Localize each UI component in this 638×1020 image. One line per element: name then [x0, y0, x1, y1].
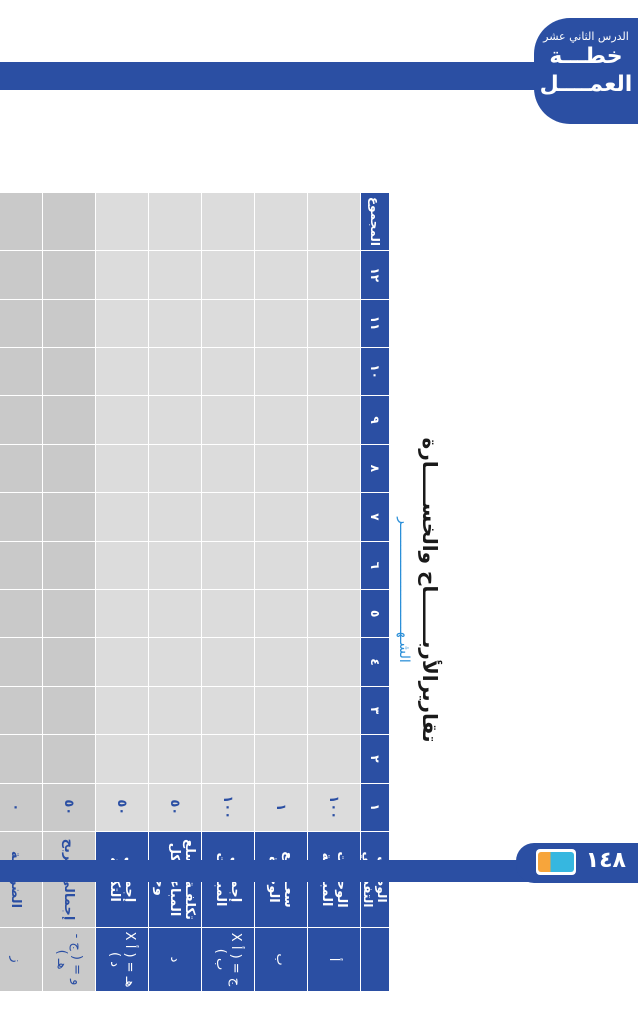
logo-icon — [538, 852, 574, 872]
row-total — [43, 193, 96, 251]
month-value — [0, 541, 43, 589]
month-value — [96, 735, 149, 783]
row-symbol: و = ( ج - هـ ) — [43, 928, 96, 992]
month-value — [43, 735, 96, 783]
month-value — [0, 299, 43, 347]
month-value — [149, 541, 202, 589]
row-symbol: ب — [255, 928, 308, 992]
month-value — [149, 589, 202, 637]
month-value — [202, 589, 255, 637]
month-value — [308, 347, 361, 395]
row-total — [149, 193, 202, 251]
month-value — [308, 493, 361, 541]
month-value — [43, 686, 96, 734]
month-value — [96, 541, 149, 589]
month-value — [43, 251, 96, 300]
month-value — [96, 396, 149, 444]
month-value — [96, 347, 149, 395]
month-value — [43, 589, 96, 637]
page-tab — [516, 843, 638, 883]
lesson-label: الدرس الثاني عشر — [543, 30, 629, 43]
month-value — [202, 493, 255, 541]
month-value — [96, 444, 149, 492]
month-value — [96, 251, 149, 300]
month-value — [255, 493, 308, 541]
row-total — [0, 193, 43, 251]
month-value: ١٠٠ — [308, 783, 361, 831]
month-value — [43, 493, 96, 541]
month-value — [43, 347, 96, 395]
row-total — [255, 193, 308, 251]
month-value — [149, 735, 202, 783]
month-value — [43, 396, 96, 444]
month-value — [255, 735, 308, 783]
month-value — [308, 396, 361, 444]
month-value — [255, 251, 308, 300]
month-header: ٣ — [361, 686, 390, 734]
month-header: ٦ — [361, 541, 390, 589]
month-value — [308, 251, 361, 300]
month-value — [0, 396, 43, 444]
header-band — [0, 62, 560, 90]
month-value — [0, 589, 43, 637]
month-value — [149, 686, 202, 734]
month-value — [202, 251, 255, 300]
month-header: ٥ — [361, 589, 390, 637]
month-value — [202, 541, 255, 589]
month-value — [149, 299, 202, 347]
month-value — [96, 638, 149, 686]
month-header: ١٠ — [361, 347, 390, 395]
month-value — [0, 347, 43, 395]
month-value — [43, 444, 96, 492]
month-value — [0, 251, 43, 300]
page-number: ١٤٨ — [585, 848, 626, 873]
month-value — [255, 541, 308, 589]
month-value — [96, 589, 149, 637]
month-value — [96, 493, 149, 541]
symbol-header — [361, 928, 390, 992]
month-value — [96, 686, 149, 734]
month-value — [308, 589, 361, 637]
month-value — [149, 638, 202, 686]
month-value — [0, 444, 43, 492]
row-symbol: هـ = ( أ X د ) — [96, 928, 149, 992]
lesson-tab — [534, 18, 638, 124]
month-value — [308, 541, 361, 589]
month-value: ١ — [255, 783, 308, 831]
month-value — [255, 638, 308, 686]
month-value: ٥٠ — [149, 783, 202, 831]
month-value — [202, 396, 255, 444]
months-heading: الشـهــــــــــــــــــــــــــر — [396, 517, 412, 663]
month-value — [96, 299, 149, 347]
month-value: ٥٠ — [43, 783, 96, 831]
month-value — [149, 347, 202, 395]
month-value — [202, 735, 255, 783]
month-value — [308, 686, 361, 734]
month-value — [202, 347, 255, 395]
month-header: ٩ — [361, 396, 390, 444]
month-value — [255, 444, 308, 492]
month-value — [255, 686, 308, 734]
row-symbol: ج = ( أ X ب ) — [202, 928, 255, 992]
month-value — [0, 735, 43, 783]
month-value — [255, 347, 308, 395]
month-value — [255, 396, 308, 444]
row-total — [202, 193, 255, 251]
month-value — [202, 686, 255, 734]
month-value — [202, 638, 255, 686]
month-header: ١ — [361, 783, 390, 831]
report-title: تقاريرالأربـــــــاح والخســـــارة — [418, 437, 442, 743]
month-header: ٨ — [361, 444, 390, 492]
row-symbol: أ — [308, 928, 361, 992]
row-total — [96, 193, 149, 251]
row-symbol: ز — [0, 928, 43, 992]
month-value: ٥٠ — [96, 783, 149, 831]
month-value — [202, 444, 255, 492]
month-value — [255, 299, 308, 347]
row-total — [308, 193, 361, 251]
month-value — [43, 299, 96, 347]
month-value — [308, 299, 361, 347]
total-header: المجموع — [361, 193, 390, 251]
month-value — [149, 493, 202, 541]
lesson-title-line1: خطـــة — [549, 44, 623, 69]
month-value — [149, 251, 202, 300]
month-value — [0, 638, 43, 686]
month-header: ٤ — [361, 638, 390, 686]
month-value — [0, 493, 43, 541]
month-header: ٢ — [361, 735, 390, 783]
month-value — [255, 589, 308, 637]
month-value — [43, 638, 96, 686]
publisher-logo — [536, 849, 576, 875]
month-value — [308, 735, 361, 783]
month-value — [149, 396, 202, 444]
month-value — [308, 444, 361, 492]
month-value — [202, 299, 255, 347]
month-value — [43, 541, 96, 589]
month-value — [149, 444, 202, 492]
month-value: ٠ — [0, 783, 43, 831]
month-value: ١٠٠ — [202, 783, 255, 831]
month-value — [0, 686, 43, 734]
month-header: ١٢ — [361, 251, 390, 300]
month-header: ١١ — [361, 299, 390, 347]
row-symbol: د — [149, 928, 202, 992]
month-value — [308, 638, 361, 686]
lesson-title-line2: العمــــل — [539, 72, 633, 97]
month-header: ٧ — [361, 493, 390, 541]
report-panel — [10, 160, 450, 1020]
